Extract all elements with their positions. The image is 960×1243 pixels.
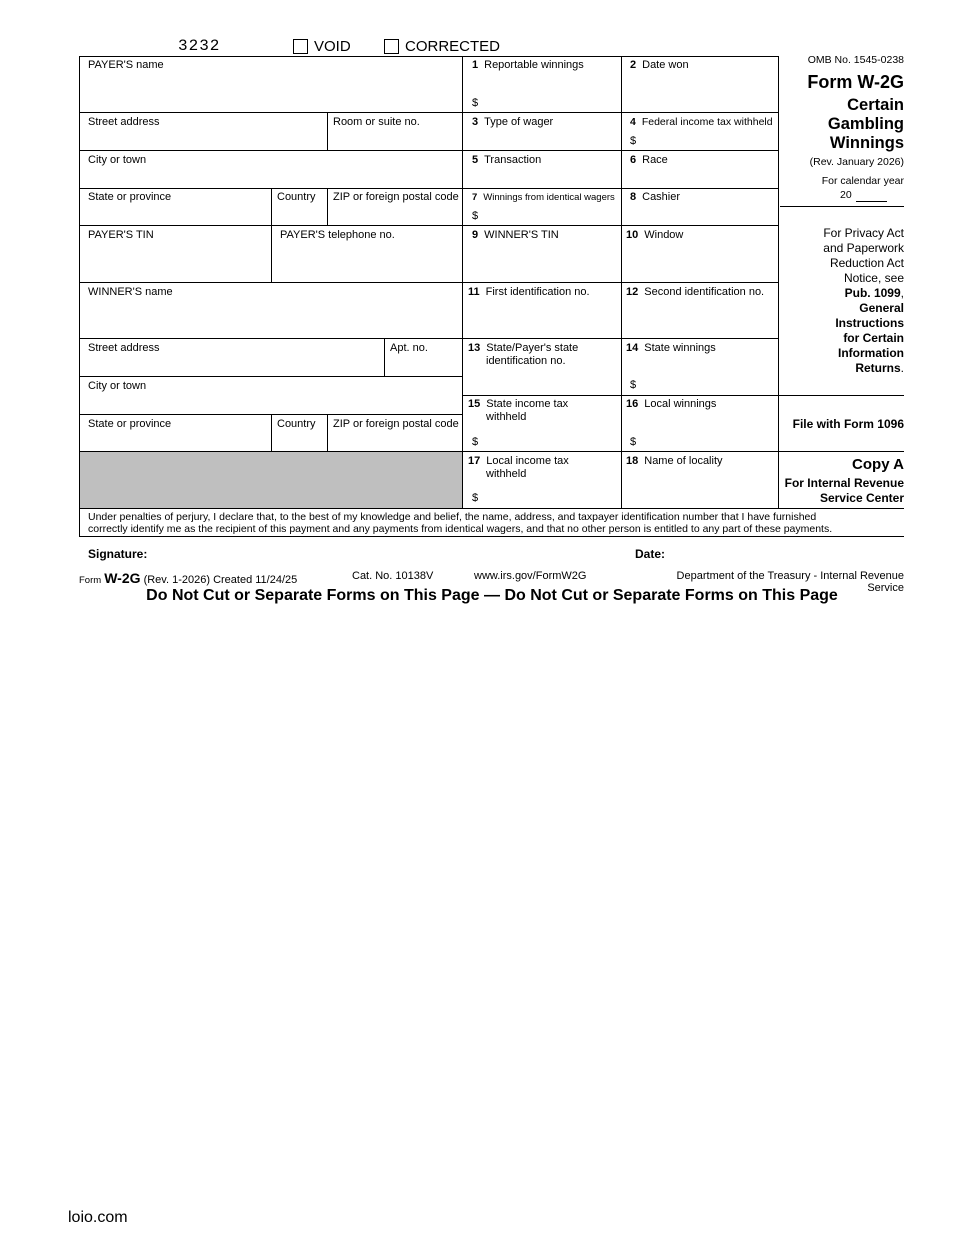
payer-tin-label: PAYER'S TIN (88, 229, 154, 241)
box-number: 10 (626, 229, 639, 241)
row-line (462, 188, 779, 189)
box-number: 4 (630, 116, 636, 128)
box-3-label (472, 116, 553, 129)
form-bottom-border (79, 536, 904, 537)
privacy-line: Information (838, 346, 904, 360)
copy-sub-1: For Internal Revenue (784, 476, 904, 490)
box-1-label (472, 59, 584, 72)
box-13-label-line-2: identification no. (486, 355, 566, 367)
row-line (79, 282, 463, 283)
box-10-label (626, 229, 683, 242)
box-text: WINNER'S TIN (484, 229, 559, 241)
box-text: Local winnings (644, 398, 717, 410)
copy-sub-2: Service Center (819, 491, 904, 505)
date-label: Date: (635, 547, 666, 561)
payer-street-label: Street address (88, 116, 160, 128)
privacy-line: for Certain (843, 331, 904, 345)
payer-city-label: City or town (88, 154, 147, 166)
privacy-line: General (859, 301, 904, 315)
copy-a-label: Copy A (852, 456, 904, 473)
privacy-line: For Privacy Act (823, 226, 904, 240)
payer-zip-label: ZIP or foreign postal code (333, 191, 459, 203)
box-number: 12 (626, 286, 639, 298)
box-8-label (630, 191, 680, 204)
box-15-label-line-2: withheld (486, 411, 527, 423)
box-number: 3 (472, 116, 479, 128)
box-number: 13 (468, 342, 481, 354)
signature-field[interactable] (160, 543, 620, 561)
dollar-sign: $ (472, 210, 479, 222)
year-prefix: 20 (840, 189, 852, 201)
box-text: State/Payer's state (486, 342, 579, 354)
box-text: Second identification no. (644, 286, 765, 298)
box-6-label (630, 154, 668, 167)
box-text: Name of locality (644, 455, 723, 467)
winner-street-label: Street address (88, 342, 160, 354)
year-input-line[interactable] (856, 201, 887, 202)
void-label: VOID (314, 38, 351, 55)
row-line (462, 282, 779, 283)
row-line (79, 112, 463, 113)
calendar-year-label: For calendar year (821, 175, 904, 187)
footer-cat: Cat. No. 10138V (352, 570, 434, 582)
box-text: Window (644, 229, 684, 241)
box-text: Federal income tax withheld (641, 116, 773, 128)
payer-room-label: Room or suite no. (333, 116, 420, 128)
cell-divider (327, 414, 328, 451)
title-line-3: Winnings (829, 134, 904, 152)
dollar-sign: $ (472, 97, 479, 109)
box-text: Race (642, 154, 668, 166)
title-line-2: Gambling (827, 115, 904, 133)
privacy-line (780, 361, 904, 376)
row-line (79, 338, 463, 339)
row-line (462, 150, 779, 151)
box-text: Transaction (484, 154, 542, 166)
box-number: 17 (468, 455, 481, 467)
corrected-label: CORRECTED (405, 38, 501, 55)
row-line (462, 338, 779, 339)
box-16-label (626, 398, 716, 411)
dollar-sign: $ (472, 492, 479, 504)
privacy-notice (780, 226, 904, 376)
privacy-line: and Paperwork (823, 241, 904, 255)
box-17-label-line-2: withheld (486, 468, 527, 480)
winner-city-label: City or town (88, 380, 147, 392)
dollar-sign: $ (630, 379, 637, 391)
box-4-label (630, 116, 773, 129)
pub-1099-link[interactable]: Pub. 1099 (844, 286, 901, 300)
box-number: 15 (468, 398, 481, 410)
box-number: 11 (468, 286, 480, 298)
box-15-label (468, 398, 568, 411)
payer-country-label: Country (277, 191, 316, 203)
privacy-line: Instructions (835, 316, 904, 330)
revision: (Rev. January 2026) (809, 156, 904, 168)
box-number: 6 (630, 154, 637, 166)
payer-phone-label: PAYER'S telephone no. (280, 229, 395, 241)
box-number: 5 (472, 154, 479, 166)
void-checkbox[interactable] (293, 39, 308, 54)
shaded-area (80, 452, 462, 508)
row-line (462, 451, 904, 452)
box-text: Local income tax (486, 455, 569, 467)
box-text: First identification no. (485, 286, 590, 298)
box-number: 2 (630, 59, 637, 71)
form-title: Form W-2G (807, 72, 904, 92)
box-number: 14 (626, 342, 639, 354)
site-watermark: loio.com (68, 1209, 128, 1226)
box-text: State winnings (644, 342, 716, 354)
form-code: 3232 (178, 37, 221, 55)
row-line (79, 150, 463, 151)
box-2-label (630, 59, 689, 72)
privacy-line: Notice, see (843, 271, 904, 285)
box-text: Winnings from identical wagers (483, 192, 615, 203)
box-13-label (468, 342, 578, 355)
perjury-line-1: Under penalties of perjury, I declare that, to the best of my knowledge and belief, the name, address, and taxpayer identification number that I have furnished (88, 511, 817, 523)
box-14-label (626, 342, 716, 355)
box-12-label (626, 286, 764, 299)
title-line-1: Certain (847, 96, 904, 114)
box-18-label (626, 455, 723, 468)
row-line (79, 508, 904, 509)
footer-dept: Department of the Treasury - Internal Revenue Service (676, 570, 904, 594)
box-text: Cashier (642, 191, 681, 203)
box-9-label (472, 229, 559, 242)
winner-state-label: State or province (88, 418, 172, 430)
date-field[interactable] (672, 543, 902, 561)
dollar-sign: $ (630, 436, 637, 448)
row-line (462, 225, 779, 226)
cell-divider (271, 414, 272, 451)
privacy-line (780, 286, 904, 301)
footer-form (79, 570, 297, 586)
file-with-label: File with Form 1096 (792, 417, 904, 431)
dollar-sign: $ (630, 135, 637, 147)
privacy-period: . (900, 361, 904, 375)
row-line (462, 395, 904, 396)
box-text: Type of wager (484, 116, 554, 128)
winner-name-label: WINNER'S name (88, 286, 173, 298)
box-number: 9 (472, 229, 479, 241)
cell-divider (271, 188, 272, 282)
payer-name-label: PAYER'S name (88, 59, 164, 71)
box-5-label (472, 154, 541, 167)
box-number: 18 (626, 455, 639, 467)
do-not-cut-banner: Do Not Cut or Separate Forms on This Page — Do Not Cut or Separate Forms on This Page (146, 587, 838, 604)
corrected-checkbox[interactable] (384, 39, 399, 54)
box-number: 7 (472, 192, 478, 203)
footer-rev: (Rev. 1-2026) Created 11/24/25 (143, 574, 298, 586)
omb-number: OMB No. 1545-0238 (807, 54, 904, 66)
signature-label: Signature: (88, 547, 148, 561)
privacy-returns: Returns (855, 361, 901, 375)
box-7-label (472, 191, 615, 204)
footer-form-word: Form (79, 575, 102, 586)
cell-divider (327, 188, 328, 225)
perjury-line-2: correctly identify me as the recipient of this payment and any payments from identical wagers, and that no other person is entitled to any part of these payments. (88, 523, 833, 535)
box-number: 1 (472, 59, 479, 71)
winner-country-label: Country (277, 418, 316, 430)
cell-divider (384, 338, 385, 376)
box-number: 16 (626, 398, 639, 410)
row-line (780, 206, 904, 207)
box-text: Reportable winnings (484, 59, 584, 71)
box-number: 8 (630, 191, 637, 203)
dollar-sign: $ (472, 436, 479, 448)
winner-apt-label: Apt. no. (390, 342, 428, 354)
box-text: Date won (642, 59, 689, 71)
privacy-comma: , (900, 286, 904, 300)
footer-form-name: W-2G (104, 570, 141, 586)
row-line (79, 376, 463, 377)
form-top-border (79, 56, 779, 57)
footer-url[interactable]: www.irs.gov/FormW2G (474, 570, 587, 582)
box-text: State income tax (486, 398, 569, 410)
box-17-label (468, 455, 569, 468)
cell-divider (327, 112, 328, 150)
box-11-label (468, 286, 590, 299)
winner-zip-label: ZIP or foreign postal code (333, 418, 459, 430)
payer-state-label: State or province (88, 191, 172, 203)
row-line (462, 112, 779, 113)
privacy-line: Reduction Act (829, 256, 904, 270)
